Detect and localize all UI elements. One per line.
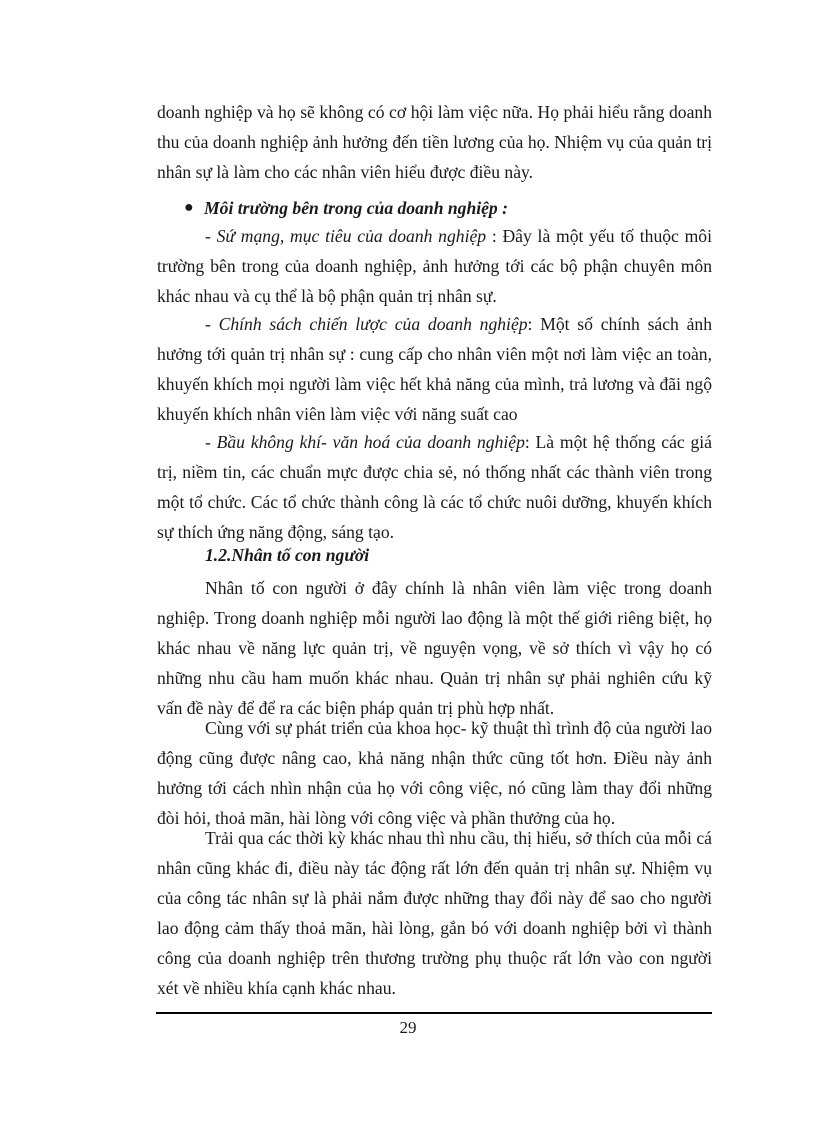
paragraph-human-factor: Nhân tố con người ở đây chính là nhân viên làm việc trong doanh nghiệp. Trong doanh nghiệp mỗi người lao động là một thế giới riêng biệt, họ khác nhau về năng lực quản trị, về nguyện vọng, về sở thích vì vậy họ có những nhu cầu ham muốn khác nhau. Quản trị nhân sự phải nghiên cứu kỹ vấn đề này để để ra các biện pháp quản trị phù hợp nhất. — [157, 578, 712, 718]
paragraph-intro: doanh nghiệp và họ sẽ không có cơ hội làm việc nữa. Họ phải hiểu rằng doanh thu của doanh nghiệp ảnh hưởng đến tiền lương của họ. Nhiệm vụ của quản trị nhân sự là làm cho các nhân viên hiểu được điều này. — [157, 102, 712, 182]
culture-text: : Là một hệ thống các giá trị, niềm tin, các chuẩn mực được chia sẻ, nó thống nhất các thành viên trong một tổ chức. Các tổ chức thành công là các tổ chức nuôi dưỡng, khuyến khích sự thích ứng năng động, sáng tạo. — [157, 432, 712, 542]
mission-text: : Đây là một yếu tố thuộc môi trường bên trong của doanh nghiệp, ảnh hưởng tới các bộ phận chuyên môn khác nhau và cụ thể là bộ phận quản trị nhân sự. — [157, 226, 712, 306]
mission-label: - Sứ mạng, mục tiêu của doanh nghiệp — [205, 226, 487, 246]
paragraph-technology: Cùng với sự phát triển của khoa học- kỹ thuật thì trình độ của người lao động cũng được nâng cao, khả năng nhận thức cũng tốt hơn. Điều này ảnh hưởng tới cách nhìn nhận của họ với công việc, nó cũng làm thay đổi những đòi hỏi, thoả mãn, hài lòng với công việc và phần thưởng của họ. — [157, 718, 712, 828]
section-heading: 1.2.Nhân tố con người — [205, 545, 370, 565]
culture-label: - Bầu không khí- văn hoá của doanh nghiệp — [205, 432, 525, 452]
strategy-label: - Chính sách chiến lược của doanh nghiệp — [205, 314, 528, 334]
bullet-icon: ● — [184, 199, 194, 216]
bullet-heading-text: Môi trường bên trong của doanh nghiệp : — [204, 198, 508, 218]
page-number: 29 — [399, 1018, 417, 1037]
paragraph-needs: Trải qua các thời kỳ khác nhau thì nhu cầu, thị hiếu, sở thích của mỗi cá nhân cũng khác đi, điều này tác động rất lớn đến quản trị nhân sự. Nhiệm vụ của công tác nhân sự là phải nắm được những thay đổi này để sao cho người lao động cảm thấy thoả mãn, hài lòng, gắn bó với doanh nghiệp bởi vì thành công của doanh nghiệp trên thương trường phụ thuộc rất lớn vào con người xét về nhiều khía cạnh khác nhau. — [157, 828, 712, 998]
paragraph-mission — [157, 221, 712, 311]
strategy-text: : Một số chính sách ảnh hưởng tới quản trị nhân sự : cung cấp cho nhân viên một nơi làm việc an toàn, khuyến khích mọi người làm việc hết khả năng của mình, trả lương và đãi ngộ khuyến khích nhân viên làm việc với năng suất cao — [157, 314, 712, 424]
bullet-heading — [184, 193, 704, 223]
paragraph-culture — [157, 427, 712, 547]
paragraph-strategy — [157, 309, 712, 429]
